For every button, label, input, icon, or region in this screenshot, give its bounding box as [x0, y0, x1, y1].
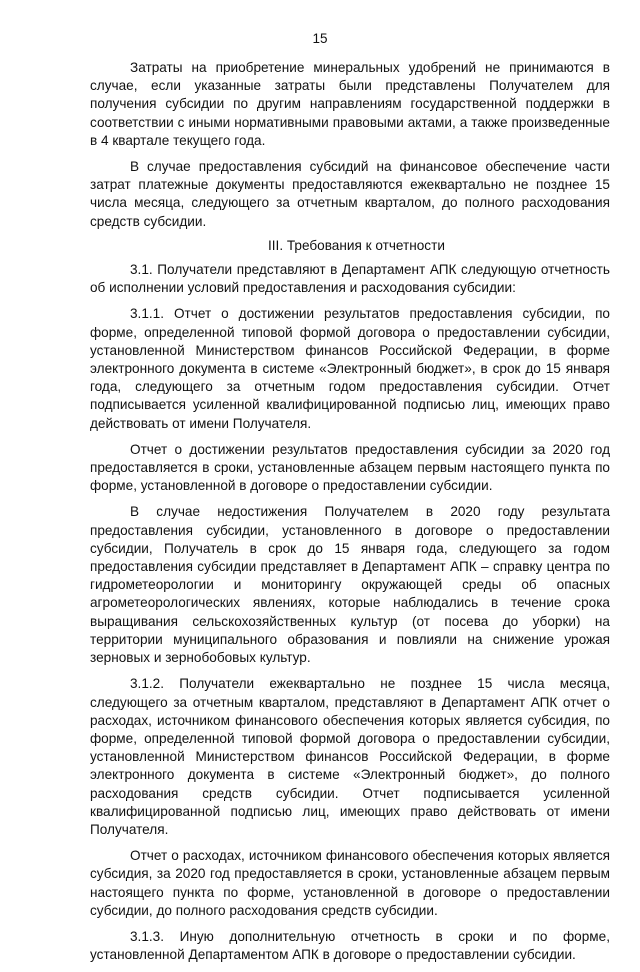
paragraph-fertilizer-costs: Затраты на приобретение минеральных удобрений не принимаются в случае, если указанные затраты были представлены Получателем для получения субсидии по другим направлениям государственной поддержки в соответствии с иными нормативными правовыми актами, а также произведенные в 4 квартале текущего года.: [90, 60, 610, 148]
section-heading-reporting: III. Требования к отчетности: [268, 237, 445, 253]
document-body: [90, 59, 610, 972]
paragraph-2020-expenses-report: Отчет о расходах, источником финансового обеспечения которых является субсидия, за 2020 год предоставляется в сроки, установленные абзацем первым настоящего пункта по форме, установленной в договоре о предоставлении субсидии, до полного расходования средств субсидии.: [90, 848, 610, 918]
paragraph-non-achievement: В случае недостижения Получателем в 2020 году результата предоставления субсидии, установленного в договоре о предоставлении субсидии, Получатель в срок до 15 января года, следующего за годом предоставления субсидии представляет в Департамент АПК – справку центра по гидрометеорологии и мониторингу окружающей среды об опасных агрометеорологических явлениях, которые наблюдались в течение срока выращивания сельскохозяйственных культур (от посева до уборки) на территории муниципального образования и повлияли на снижение урожая зерновых и зернобобовых культур.: [90, 504, 610, 666]
paragraph-3-1-1: 3.1.1. Отчет о достижении результатов предоставления субсидии, по форме, определенной типовой формой договора о предоставлении субсидии, установленной Министерством финансов Российской Федерации, в форме электронного документа в системе «Электронный бюджет», в срок до 15 января года, следующего за отчетным годом предоставления субсидии. Отчет подписывается усиленной квалифицированной подписью лиц, имеющих право действовать от имени Получателя.: [90, 306, 610, 431]
paragraph-payment-documents: В случае предоставления субсидий на финансовое обеспечение части затрат платежные документы предоставляются ежеквартально не позднее 15 числа месяца, следующего за отчетным кварталом, до полного расходования средств субсидии.: [90, 159, 610, 229]
paragraph-3-1-2: 3.1.2. Получатели ежеквартально не позднее 15 числа месяца, следующего за отчетным кварталом, представляют в Департамент АПК отчет о расходах, источником финансового обеспечения которых является субсидия, по форме, определенной типовой формой договора о предоставлении субсидии, установленной Министерством финансов Российской Федерации, в форме электронного документа в системе «Электронный бюджет», до полного расходования средств субсидии. Отчет подписывается усиленной квалифицированной подписью лиц, имеющих право действовать от имени Получателя.: [90, 676, 610, 837]
paragraph-2020-results-report: Отчет о достижении результатов предоставления субсидии за 2020 год предоставляется в сроки, установленные абзацем первым настоящего пункта по форме, установленной в договоре о предоставлении субсидии.: [90, 441, 610, 494]
paragraph-3-1: 3.1. Получатели представляют в Департамент АПК следующую отчетность об исполнении условий предоставления и расходования субсидии:: [90, 262, 610, 296]
paragraph-3-1-3: 3.1.3. Иную дополнительную отчетность в сроки и по форме, установленной Департаментом АПК в договоре о предоставлении субсидии.: [90, 928, 610, 963]
page-number: 15: [312, 31, 328, 46]
